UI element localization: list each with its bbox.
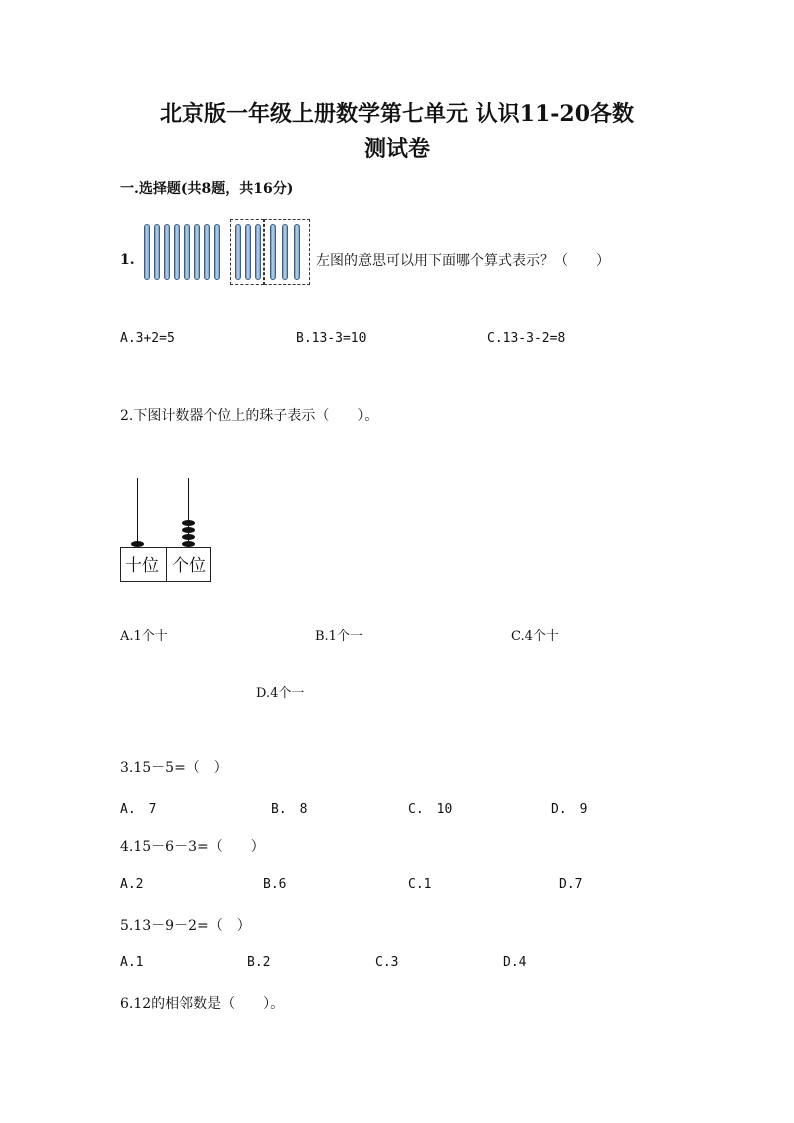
tens-rod xyxy=(137,478,138,548)
stick xyxy=(214,224,220,280)
stick xyxy=(174,224,180,280)
q3-option-d[interactable]: D. 9 xyxy=(551,802,588,817)
q5-option-a[interactable]: A.1 xyxy=(120,955,144,970)
q4-option-d[interactable]: D.7 xyxy=(559,877,583,892)
q5-option-c[interactable]: C.3 xyxy=(375,955,399,970)
q5-option-d[interactable]: D.4 xyxy=(503,955,527,970)
q1-option-a[interactable]: A.3+2=5 xyxy=(120,331,175,346)
counting-sticks-icon xyxy=(142,218,314,286)
abacus-divider xyxy=(166,548,167,581)
ones-label: 个位 xyxy=(172,556,206,576)
stick xyxy=(184,224,190,280)
q4-option-b[interactable]: B.6 xyxy=(263,877,287,892)
ones-bead xyxy=(182,520,195,526)
ones-bead xyxy=(182,527,195,533)
q2-text: 2.下图计数器个位上的珠子表示（ ）。 xyxy=(120,408,379,424)
stick xyxy=(144,224,150,280)
stick xyxy=(154,224,160,280)
q3-text: 3.15－5=（ ） xyxy=(120,760,228,776)
ones-bead xyxy=(182,534,195,540)
q2-option-d[interactable]: D.4个一 xyxy=(256,686,305,701)
abacus-icon xyxy=(120,478,212,584)
stick xyxy=(204,224,210,280)
q4-text: 4.15－6－3=（ ） xyxy=(120,839,265,855)
q4-option-c[interactable]: C.1 xyxy=(408,877,432,892)
q3-option-a[interactable]: A. 7 xyxy=(120,802,157,817)
page-title-line2: 测试卷 xyxy=(363,136,430,162)
q2-option-b[interactable]: B.1个一 xyxy=(315,629,363,644)
stick xyxy=(294,224,300,280)
stick xyxy=(194,224,200,280)
stick xyxy=(245,224,251,280)
q1-number: 1. xyxy=(120,252,135,268)
q3-option-c[interactable]: C. 10 xyxy=(408,802,453,817)
q3-option-b[interactable]: B. 8 xyxy=(271,802,308,817)
q1-option-b[interactable]: B.13-3=10 xyxy=(296,331,367,346)
stick xyxy=(255,224,261,280)
q5-option-b[interactable]: B.2 xyxy=(247,955,271,970)
stick xyxy=(164,224,170,280)
stick xyxy=(282,224,288,280)
section-heading: 一.选择题(共8题，共16分) xyxy=(120,181,294,197)
q6-text: 6.12的相邻数是（ ）。 xyxy=(120,996,285,1012)
abacus-base xyxy=(120,547,211,582)
stick xyxy=(270,224,276,280)
q2-option-c[interactable]: C.4个十 xyxy=(511,629,559,644)
q4-option-a[interactable]: A.2 xyxy=(120,877,144,892)
stick xyxy=(235,224,241,280)
q2-option-a[interactable]: A.1个十 xyxy=(120,629,168,644)
q1-text: 左图的意思可以用下面哪个算式表示？（ ） xyxy=(316,253,610,269)
page-title: 北京版一年级上册数学第七单元 认识11-20各数 xyxy=(159,101,635,127)
tens-label: 十位 xyxy=(125,556,159,576)
q5-text: 5.13－9－2=（ ） xyxy=(120,918,251,934)
q1-option-c[interactable]: C.13-3-2=8 xyxy=(487,331,566,346)
